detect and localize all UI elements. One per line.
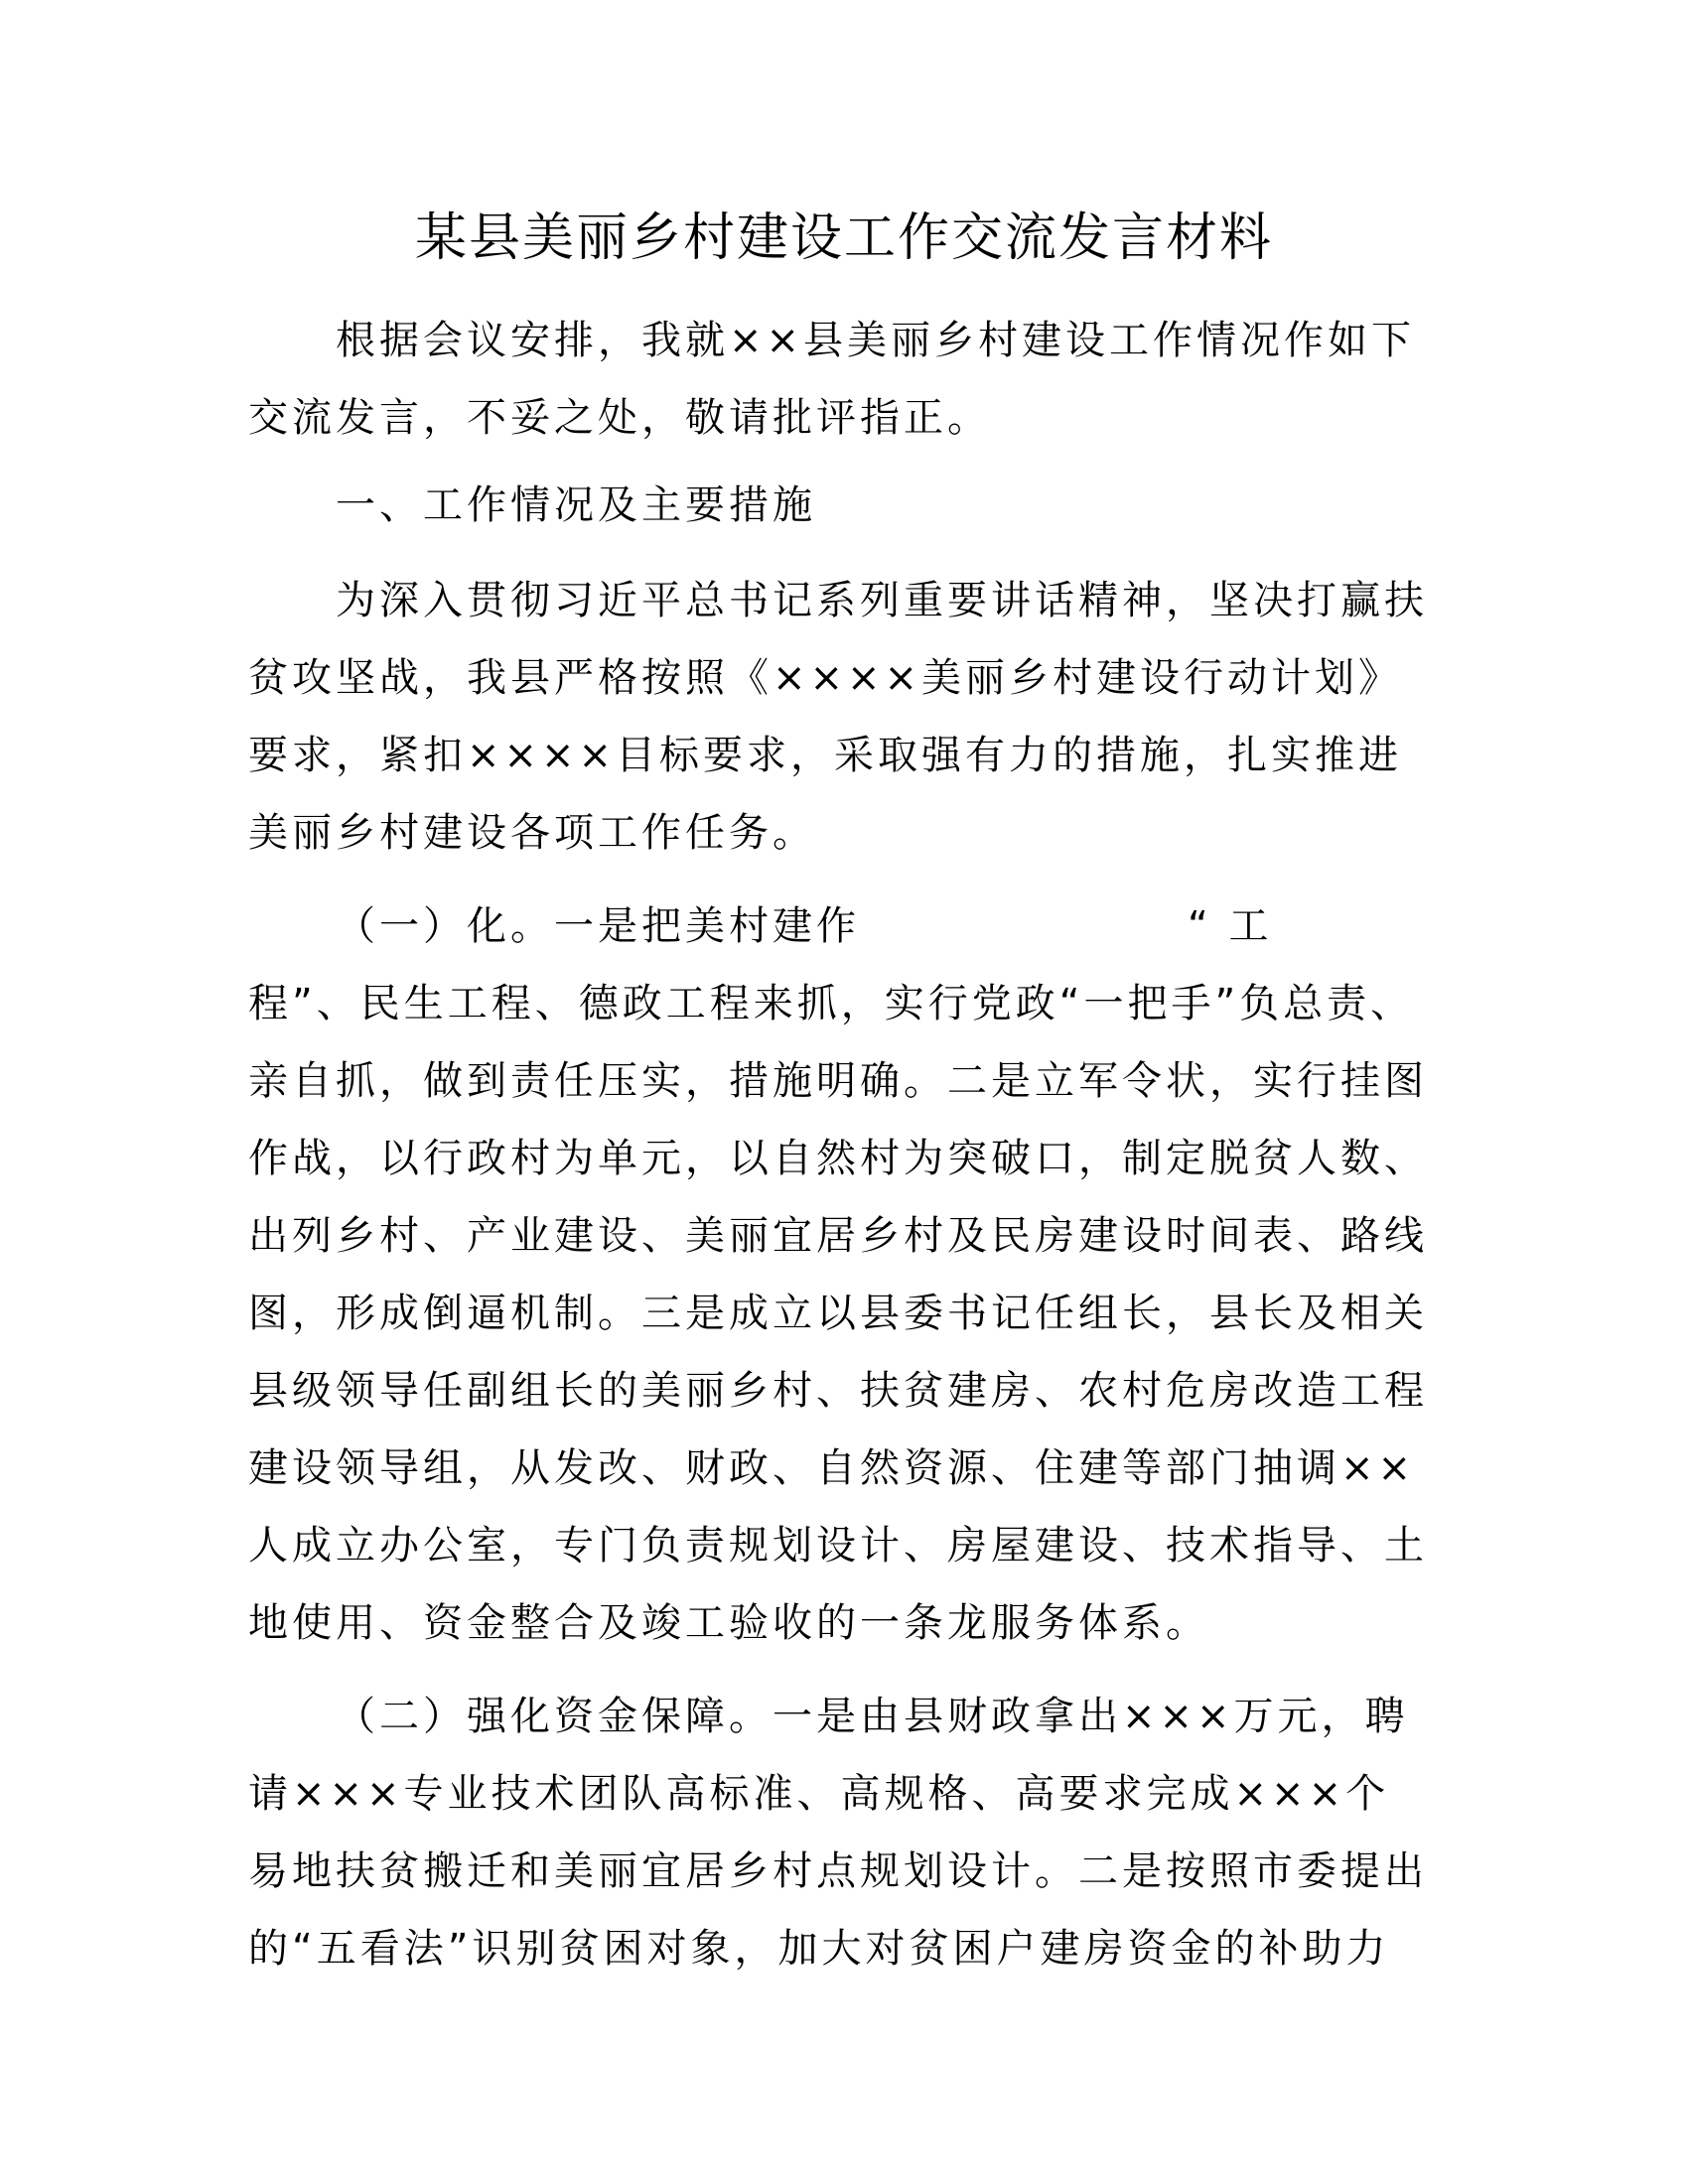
paragraph-one-line-6: 图，形成倒逼机制。三是成立以县委书记任组长，县长及相关 [248, 1291, 1428, 1336]
paragraph-one-line-10: 地使用、资金整合及竣工验收的一条龙服务体系。 [248, 1600, 1209, 1646]
paragraph-two-line-2: 请×××专业技术团队高标准、高规格、高要求完成×××个 [248, 1771, 1390, 1817]
paragraph-overview-line-2: 贫攻坚战，我县严格按照《××××美丽乡村建设行动计划》 [248, 655, 1403, 701]
paragraph-one-line-1-start: （一）化。一是把美村建作 [336, 903, 860, 949]
paragraph-overview-line-3: 要求，紧扣××××目标要求，采取强有力的措施，扎实推进 [248, 733, 1403, 778]
paragraph-one-line-3: 亲自抓，做到责任压实，措施明确。二是立军令状，实行挂图 [248, 1058, 1428, 1104]
paragraph-one-line-1 [336, 901, 1527, 951]
paragraph-two-line-4: 的“五看法”识别贫困对象，加大对贫困户建房资金的补助力 [248, 1926, 1390, 1972]
paragraph-two-line-3: 易地扶贫搬迁和美丽宜居乡村点规划设计。二是按照市委提出 [248, 1848, 1428, 1894]
paragraph-two-line-1: （二）强化资金保障。一是由县财政拿出×××万元，聘 [336, 1694, 1409, 1739]
paragraph-one-line-2: 程”、民生工程、德政工程来抓，实行党政“一把手”负总责、 [248, 981, 1415, 1026]
paragraph-one-line-5: 出列乡村、产业建设、美丽宜居乡村及民房建设时间表、路线 [248, 1213, 1428, 1259]
paragraph-one-line-1-end: “ 工 [1188, 903, 1273, 949]
document-title: 某县美丽乡村建设工作交流发言材料 [414, 208, 1273, 268]
paragraph-one-line-7: 县级领导任副组长的美丽乡村、扶贫建房、农村危房改造工程 [248, 1368, 1428, 1414]
section-heading-1: 一、工作情况及主要措施 [336, 482, 816, 528]
paragraph-one-line-9: 人成立办公室，专门负责规划设计、房屋建设、技术指导、土 [248, 1523, 1428, 1569]
paragraph-overview-line-4: 美丽乡村建设各项工作任务。 [248, 810, 816, 856]
paragraph-one-line-4: 作战，以行政村为单元，以自然村为突破口，制定脱贫人数、 [248, 1136, 1428, 1181]
paragraph-intro-line-1: 根据会议安排，我就××县美丽乡村建设工作情况作如下 [336, 318, 1416, 363]
paragraph-intro-line-2: 交流发言，不妥之处，敬请批评指正。 [248, 395, 991, 441]
paragraph-overview-line-1: 为深入贯彻习近平总书记系列重要讲话精神，坚决打赢扶 [336, 578, 1428, 623]
paragraph-one-line-8: 建设领导组，从发改、财政、自然资源、住建等部门抽调×× [248, 1445, 1416, 1491]
